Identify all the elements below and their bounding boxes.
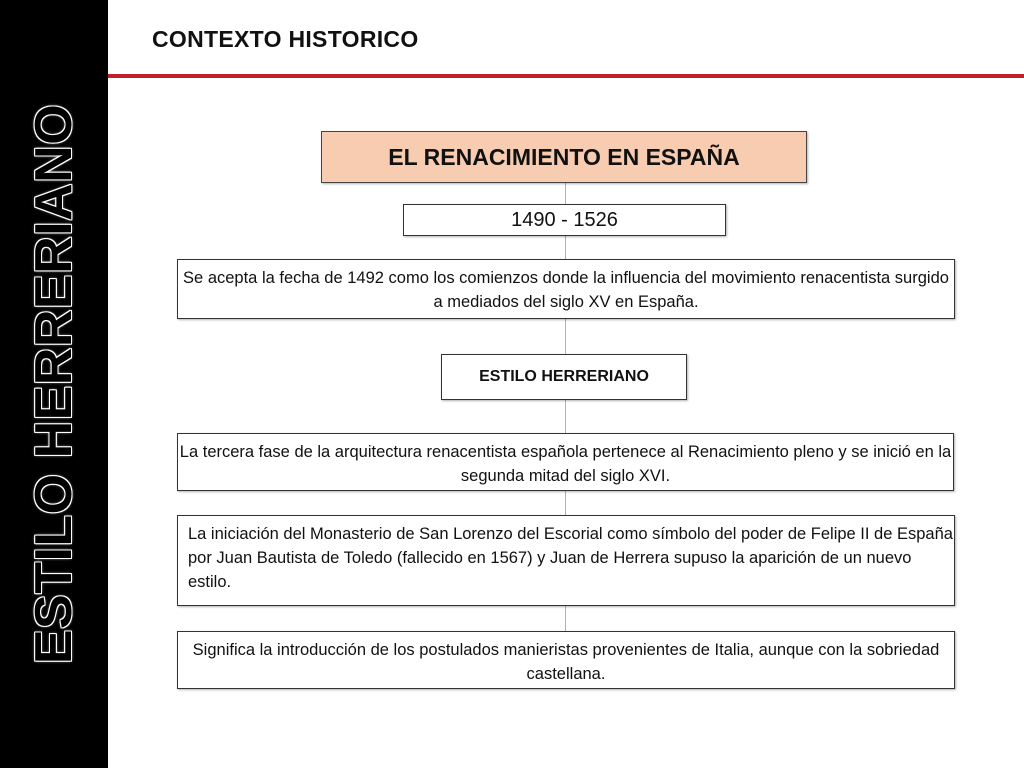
- intro-paragraph-box: Se acepta la fecha de 1492 como los comienzos donde la influencia del movimiento renacentista surgido a mediados del siglo XV en España.: [177, 259, 955, 319]
- mannerism-paragraph-box: Significa la introducción de los postulados manieristas provenientes de Italia, aunque con la sobriedad castellana.: [177, 631, 955, 689]
- sidebar-title: ESTILO HERRERIANO: [25, 103, 83, 665]
- page-title: CONTEXTO HISTORICO: [152, 26, 419, 52]
- monastery-paragraph-box: La iniciación del Monasterio de San Lorenzo del Escorial como símbolo del poder de Felipe II de España por Juan Bautista de Toledo (fallecido en 1567) y Juan de Herrera supuso la aparición de un nuevo estilo.: [177, 515, 955, 606]
- phase-paragraph-box: La tercera fase de la arquitectura renacentista española pertenece al Renacimiento pleno y se inició en la segunda mitad del siglo XVI.: [177, 433, 954, 491]
- dates-box: 1490 - 1526: [403, 204, 726, 236]
- style-subtitle-box: ESTILO HERRERIANO: [441, 354, 687, 400]
- header-divider: [108, 74, 1024, 78]
- sidebar: [0, 0, 108, 768]
- main-title-box: EL RENACIMIENTO EN ESPAÑA: [321, 131, 807, 183]
